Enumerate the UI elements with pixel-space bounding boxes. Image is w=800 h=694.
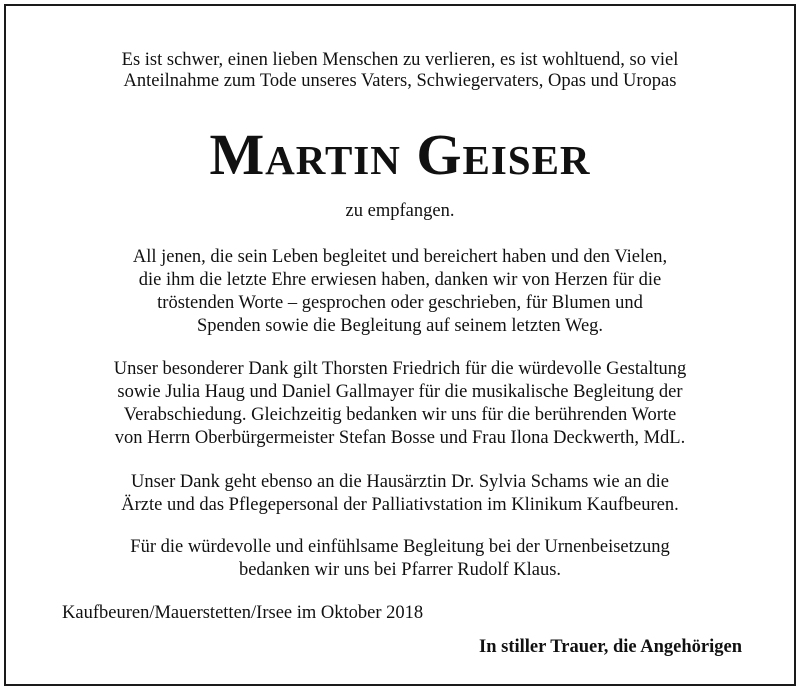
- intro-line: Anteilnahme zum Tode unseres Vaters, Schwiegervaters, Opas und Uropas: [123, 71, 677, 91]
- paragraph-line: Unser besonderer Dank gilt Thorsten Friedrich für die würdevolle Gestaltung: [113, 359, 687, 379]
- paragraph-line: Verabschiedung. Gleichzeitig bedanken wir uns für die berührenden Worte: [123, 405, 677, 425]
- paragraph-line: die ihm die letzte Ehre erwiesen haben, danken wir von Herzen für die: [138, 270, 662, 290]
- paragraph-line: Unser Dank geht ebenso an die Hausärztin Dr. Sylvia Schams wie an die: [131, 472, 669, 492]
- closing-signature: In stiller Trauer, die Angehörigen: [479, 637, 742, 657]
- paragraph-line: All jenen, die sein Leben begleitet und bereichert haben und den Vielen,: [132, 247, 668, 267]
- intro-text: [6, 50, 794, 92]
- paragraph-line: von Herrn Oberbürgermeister Stefan Bosse und Frau Ilona Deckwerth, MdL.: [114, 428, 686, 448]
- thanks-paragraph-ceremony: [36, 358, 764, 450]
- place-date: Kaufbeuren/Mauerstetten/Irsee im Oktober 2018: [62, 603, 424, 623]
- thanks-paragraph-burial: [36, 536, 764, 582]
- intro-line: Es ist schwer, einen lieben Menschen zu verlieren, es ist wohltuend, so viel: [121, 50, 679, 70]
- paragraph-line: tröstenden Worte – gesprochen oder geschrieben, für Blumen und: [157, 293, 643, 313]
- thanks-paragraph-medical: [36, 471, 764, 517]
- deceased-name: Martin Geiser: [209, 122, 591, 187]
- received-text: zu empfangen.: [345, 201, 455, 221]
- paragraph-line: Spenden sowie die Begleitung auf seinem letzten Weg.: [196, 316, 604, 336]
- paragraph-line: sowie Julia Haug und Daniel Gallmayer für die musikalische Begleitung der: [117, 382, 683, 402]
- paragraph-line: Ärzte und das Pflegepersonal der Palliativstation im Klinikum Kaufbeuren.: [121, 495, 679, 515]
- paragraph-line: bedanken wir uns bei Pfarrer Rudolf Klaus.: [238, 560, 562, 580]
- thanks-paragraph-general: [36, 246, 764, 338]
- paragraph-line: Für die würdevolle und einfühlsame Begleitung bei der Urnenbeisetzung: [130, 537, 670, 557]
- obituary-notice: [4, 4, 796, 686]
